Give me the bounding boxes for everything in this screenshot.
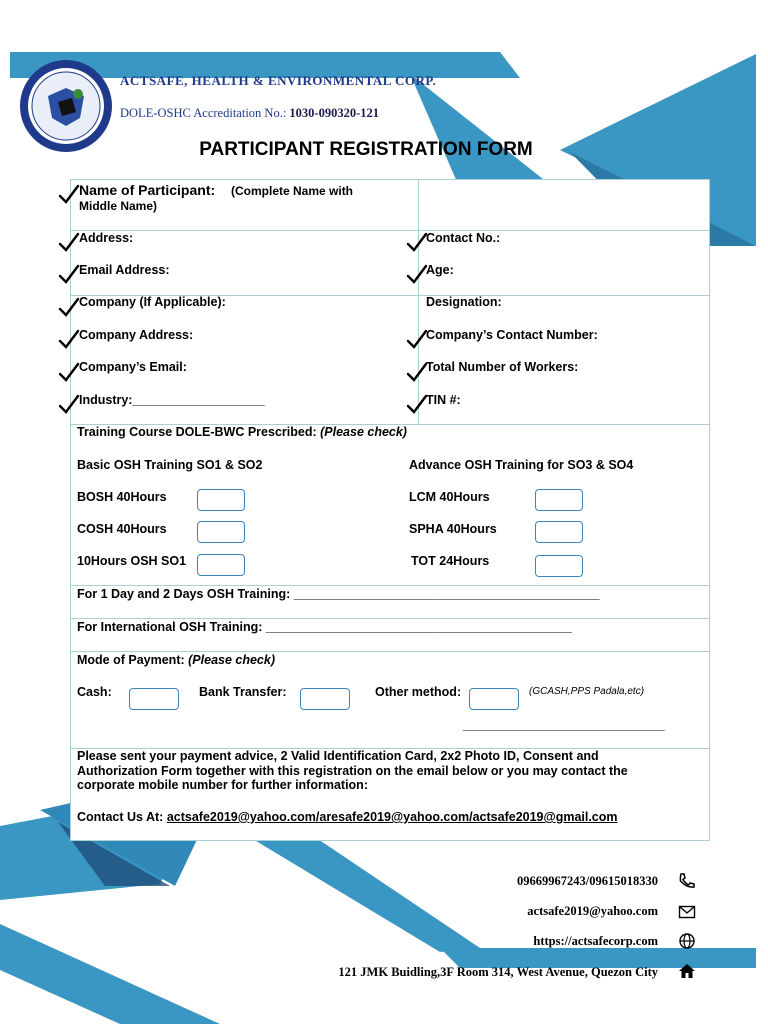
lcm-label: LCM 40Hours <box>409 490 490 504</box>
bosh-label: BOSH 40Hours <box>77 490 167 504</box>
name-label: Name of Participant: <box>79 182 216 198</box>
instructions: Please sent your payment advice, 2 Valid Identification Card, 2x2 Photo ID, Consent and Authorization Form together with this registration on the email below or you may contact the corporate mobile number for further information: <box>77 749 628 792</box>
phone-icon <box>678 872 696 890</box>
osh-so1-label: 10Hours OSH SO1 <box>77 554 187 568</box>
email-label: Email Address: <box>79 263 170 277</box>
footer-website[interactable]: https://actsafecorp.com <box>533 934 658 948</box>
company-label: Company (If Applicable): <box>79 295 226 309</box>
payment-heading-text: Mode of Payment: <box>77 653 185 667</box>
advance-heading: Advance OSH Training for SO3 & SO4 <box>409 458 634 472</box>
payment-heading-hint: (Please check) <box>188 653 275 667</box>
cash-label: Cash: <box>77 685 112 699</box>
spha-label: SPHA 40Hours <box>409 522 497 536</box>
other-method-hint: (GCASH,PPS Padala,etc) <box>529 686 645 697</box>
footer-phone: 09669967243/09615018330 <box>517 874 658 888</box>
age-label: Age: <box>426 263 454 277</box>
contact-no-label: Contact No.: <box>426 231 501 245</box>
company-contact-label: Company’s Contact Number: <box>426 328 598 342</box>
international-training[interactable]: For International OSH Training: ____________________________________________ <box>77 620 572 634</box>
training-heading-hint: (Please check) <box>320 425 407 439</box>
contact-emails-link[interactable]: actsafe2019@yahoo.com/aresafe2019@yahoo.com/actsafe2019@gmail.com <box>166 810 618 824</box>
page-title: PARTICIPANT REGISTRATION FORM <box>199 139 533 160</box>
footer-email[interactable]: actsafe2019@yahoo.com <box>527 904 658 918</box>
footer-address: 121 JMK Buidling,3F Room 314, West Avenue, Quezon City <box>338 965 658 979</box>
one-two-days-training[interactable]: For 1 Day and 2 Days OSH Training: ____________________________________________ <box>77 587 600 601</box>
address-label: Address: <box>79 231 134 245</box>
envelope-icon <box>678 903 696 921</box>
tot-label: TOT 24Hours <box>411 554 490 568</box>
contact-us-label: Contact Us At: <box>77 810 164 824</box>
cosh-label: COSH 40Hours <box>77 522 167 536</box>
home-icon <box>678 962 696 980</box>
tin-label: TIN #: <box>426 393 461 407</box>
company-email-label: Company’s Email: <box>79 360 187 374</box>
name-hint: (Complete Name with Middle Name) <box>79 184 354 213</box>
total-workers-label: Total Number of Workers: <box>426 360 579 374</box>
designation-label: Designation: <box>426 295 502 309</box>
organization-name: ACTSAFE, HEALTH & ENVIRONMENTAL CORP. <box>120 73 437 88</box>
training-heading-text: Training Course DOLE-BWC Prescribed: <box>77 425 317 439</box>
other-method-line[interactable]: _____________________________ <box>463 718 665 732</box>
globe-icon <box>678 932 696 950</box>
accreditation-label: DOLE-OSHC Accreditation No.: <box>120 106 287 120</box>
bank-label: Bank Transfer: <box>199 685 287 699</box>
industry-label: Industry:___________________ <box>79 393 265 407</box>
other-method-label: Other method: <box>375 685 462 699</box>
company-address-label: Company Address: <box>79 328 194 342</box>
accreditation-number: 1030-090320-121 <box>289 106 379 120</box>
basic-heading: Basic OSH Training SO1 & SO2 <box>77 458 263 472</box>
